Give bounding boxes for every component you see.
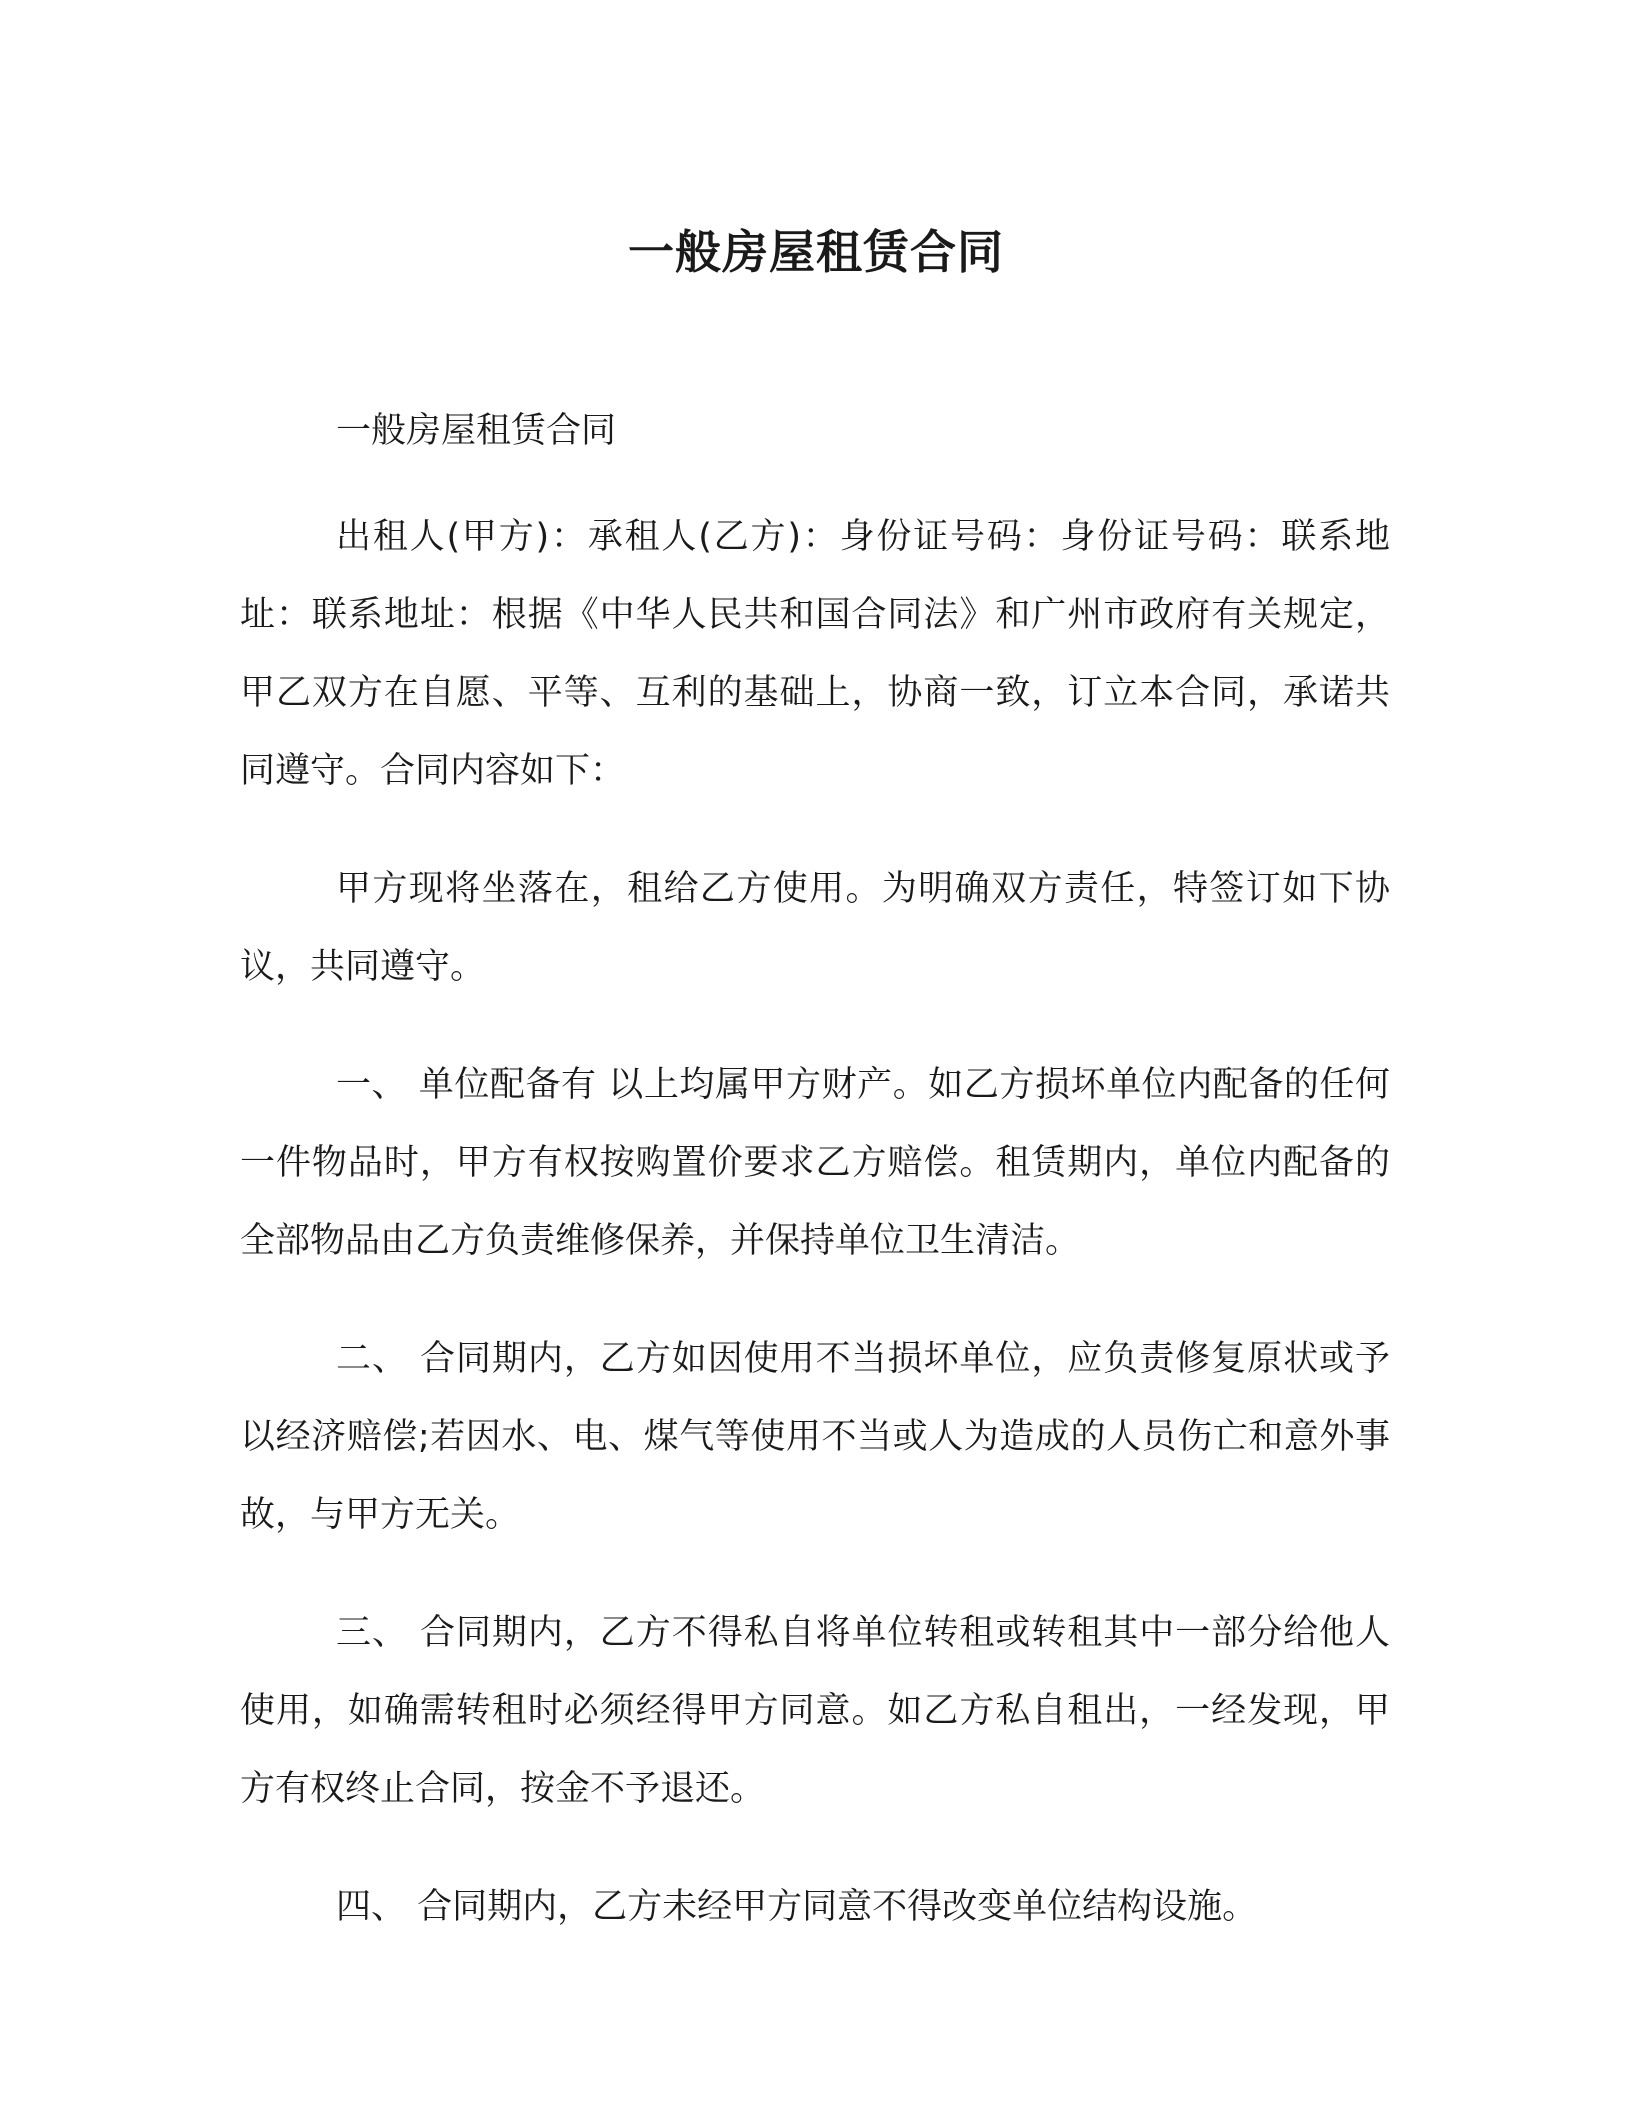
- document-title: 一般房屋租赁合同: [628, 225, 1004, 279]
- clause-3: 三、 合同期内，乙方不得私自将单位转租或转租其中一部分给他人使用，如确需转租时必须经得甲方同意。如乙方私自租出，一经发现，甲方有权终止合同，按金不予退还。: [240, 1613, 1390, 1809]
- clause-4: 四、 合同期内，乙方未经甲方同意不得改变单位结构设施。: [336, 1887, 1258, 1927]
- contract-subtitle: 一般房屋租赁合同: [336, 411, 617, 451]
- clause-1: 一、 单位配备有 以上均属甲方财产。如乙方损坏单位内配备的任何一件物品时，甲方有权按购置价要求乙方赔偿。租赁期内，单位内配备的全部物品由乙方负责维修保养，并保持单位卫生清洁。: [240, 1065, 1390, 1261]
- parties-paragraph: 出租人(甲方)：承租人(乙方)：身份证号码：身份证号码：联系地址：联系地址：根据《中华人民共和国合同法》和广州市政府有关规定，甲乙双方在自愿、平等、互利的基础上，协商一致，订立本合同，承诺共同遵守。合同内容如下：: [240, 517, 1390, 791]
- clause-2: 二、 合同期内，乙方如因使用不当损坏单位，应负责修复原状或予以经济赔偿;若因水、电、煤气等使用不当或人为造成的人员伤亡和意外事故，与甲方无关。: [240, 1339, 1390, 1535]
- document-body: [240, 392, 1390, 1986]
- premises-paragraph: 甲方现将坐落在，租给乙方使用。为明确双方责任，特签订如下协议，共同遵守。: [240, 869, 1390, 987]
